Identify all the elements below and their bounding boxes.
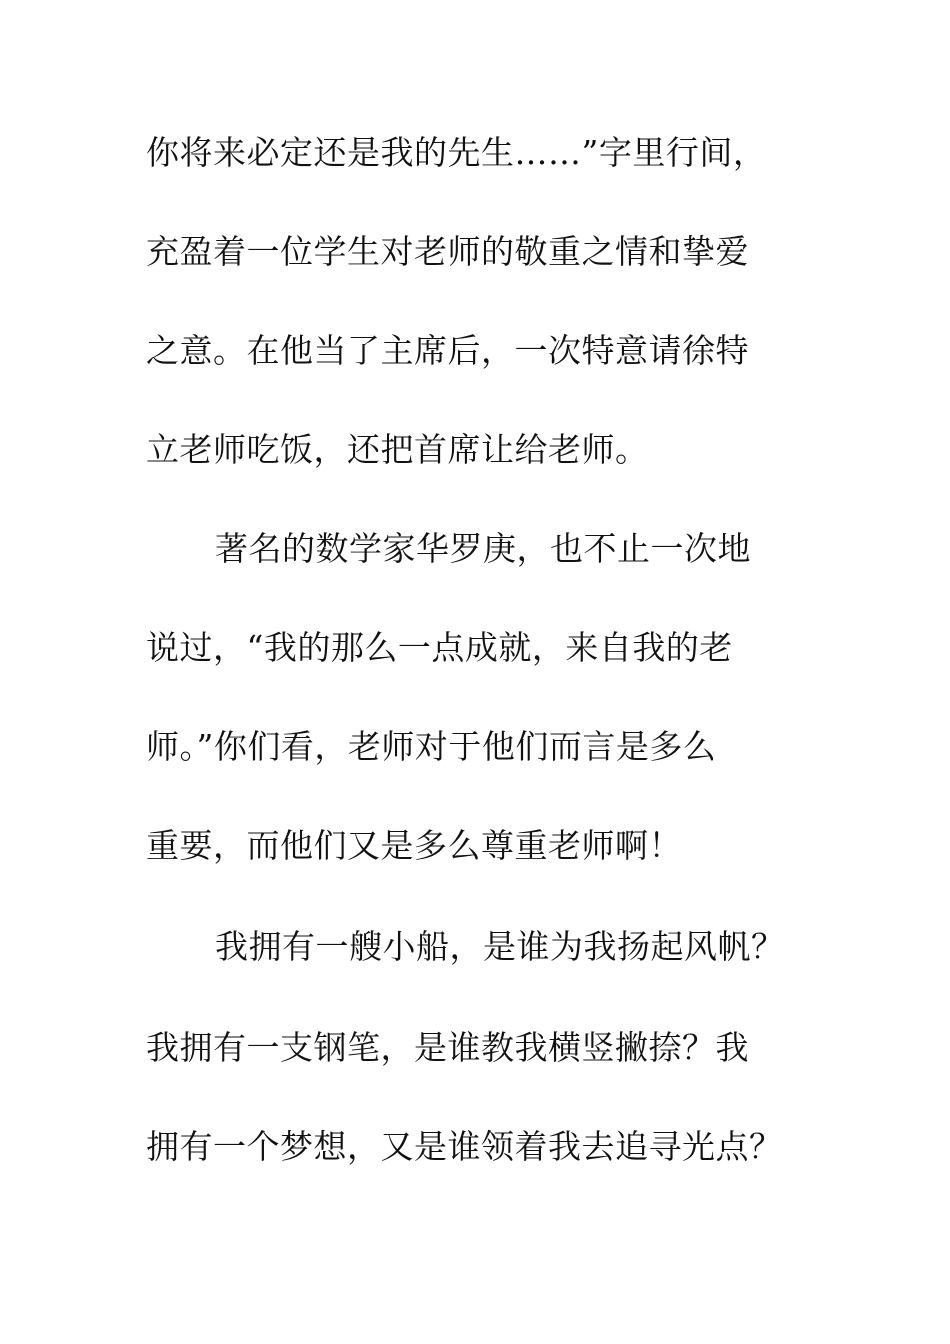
text-line-4: 立老师吃饭，还把首席让给老师。 [146,430,649,469]
text-line-11: 拥有一个梦想，又是谁领着我去追寻光点？ [146,1127,783,1166]
text-line-8: 重要，而他们又是多么尊重老师啊！ [146,826,682,865]
text-line-5: 著名的数学家华罗庚，也不止一次地 [215,529,751,568]
text-line-2: 充盈着一位学生对老师的敬重之情和挚爱 [146,232,749,271]
text-line-10: 我拥有一支钢笔，是谁教我横竖撇捺？我 [146,1028,749,1067]
text-line-6: 说过，“我的那么一点成就，来自我的老 [146,628,733,667]
text-line-1: 你将来必定还是我的先生……”字里行间， [146,133,767,172]
text-line-9: 我拥有一艘小船，是谁为我扬起风帆？ [215,927,785,966]
text-line-7: 师。”你们看，老师对于他们而言是多么 [146,727,717,766]
text-line-3: 之意。在他当了主席后，一次特意请徐特 [146,331,749,370]
